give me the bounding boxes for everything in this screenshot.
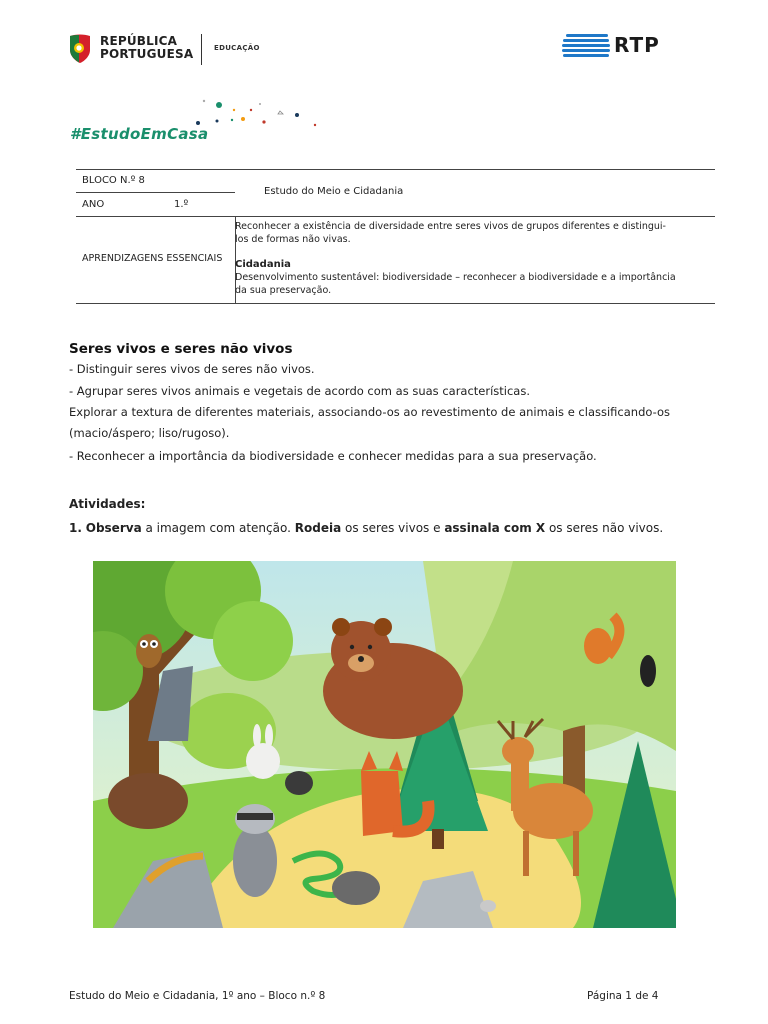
department-label: EDUCAÇÃO	[214, 44, 260, 52]
table-border-top	[76, 169, 715, 170]
ano-value: 1.º	[174, 199, 189, 210]
forest-illustration	[93, 561, 676, 928]
page-number: Página 1 de 4	[587, 990, 659, 1002]
table-divider	[76, 192, 235, 193]
paragraph: Explorar a textura de diferentes materiais, associando-os ao revestimento de animais e classificando-os	[69, 405, 671, 419]
estudo-em-casa-hashtag: #EstudoEmCasa	[70, 125, 209, 143]
aprendizagens-line1: Reconhecer a existência de diversidade entre seres vivos de grupos diferentes e distingui-	[235, 221, 666, 232]
activity-number: 1.	[69, 521, 82, 535]
hedgehog	[332, 871, 380, 905]
cidadania-label: Cidadania	[235, 259, 291, 270]
gov-name-line2: PORTUGUESA	[100, 47, 194, 61]
cidadania-line2: da sua preservação.	[235, 285, 332, 296]
table-border-bottom	[76, 303, 715, 304]
instruction-text: os seres não vivos.	[545, 521, 664, 535]
activities-heading: Atividades:	[69, 497, 146, 511]
boar	[108, 773, 188, 829]
gov-name-line1: REPÚBLICA	[100, 34, 178, 48]
ano-label: ANO	[82, 199, 105, 210]
rtp-stripes-icon	[562, 34, 610, 60]
logo-divider	[201, 34, 202, 65]
portugal-shield-icon	[68, 34, 92, 64]
keyword-rodeia: Rodeia	[294, 521, 342, 535]
owl	[136, 634, 162, 668]
mole	[285, 771, 313, 795]
aprendizagens-label: APRENDIZAGENS ESSENCIAIS	[82, 253, 223, 264]
mouse	[480, 900, 496, 912]
instruction-text: a imagem com atenção.	[141, 521, 295, 535]
table-divider	[76, 216, 715, 217]
subject-name: Estudo do Meio e Cidadania	[264, 186, 404, 197]
paragraph: - Agrupar seres vivos animais e vegetais de acordo com as suas características.	[69, 384, 531, 398]
rtp-logo	[562, 34, 682, 62]
raccoon	[233, 804, 277, 897]
keyword-assinala: assinala com X	[444, 521, 546, 535]
activity-1-instruction	[69, 521, 663, 535]
aprendizagens-line2: los de formas não vivas.	[235, 234, 351, 245]
paragraph: - Reconhecer a importância da biodiversidade e conhecer medidas para a sua preservação.	[69, 449, 597, 463]
section-title: Seres vivos e seres não vivos	[69, 341, 293, 357]
keyword-observa: Observa	[85, 521, 142, 535]
bloco-label: BLOCO N.º 8	[82, 175, 145, 186]
decorative-dots	[190, 96, 330, 132]
woodpecker	[640, 655, 656, 687]
lesson-info-table	[76, 169, 715, 304]
paragraph: - Distinguir seres vivos de seres não vivos.	[69, 362, 315, 376]
footer-course-info: Estudo do Meio e Cidadania, 1º ano – Bloco n.º 8	[69, 990, 326, 1002]
rtp-wordmark: RTP	[614, 33, 660, 57]
cidadania-line1: Desenvolvimento sustentável: biodiversidade – reconhecer a biodiversidade e a importância	[235, 272, 676, 283]
instruction-text: os seres vivos e	[341, 521, 445, 535]
paragraph: (macio/áspero; liso/rugoso).	[69, 426, 230, 440]
republica-portuguesa-logo	[68, 32, 268, 68]
